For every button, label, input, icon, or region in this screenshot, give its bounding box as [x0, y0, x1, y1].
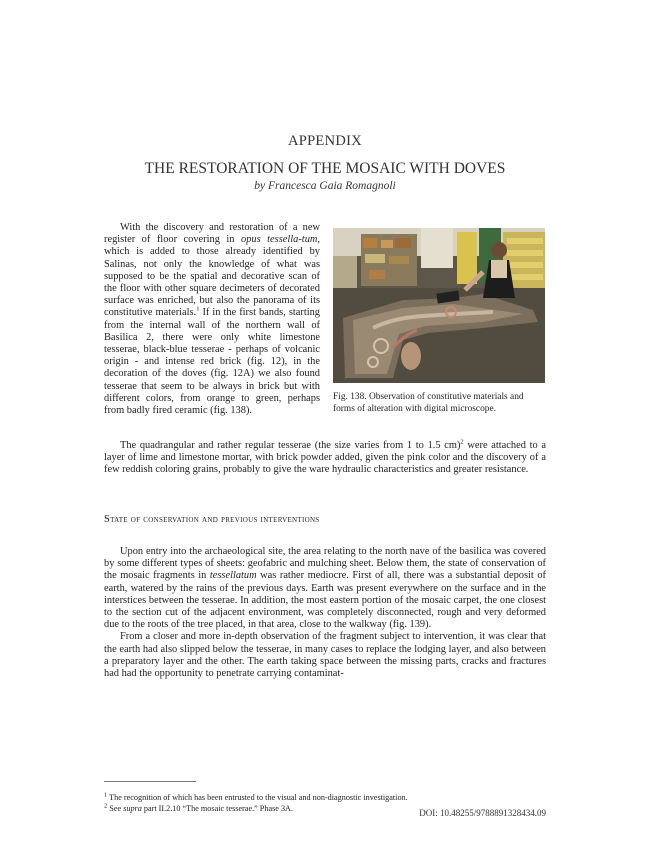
intro-paragraph-2: The quadrangular and rather regular tesserae (the size varies from 1 to 1.5 cm)$^2$ were attached to a layer of lime and limestone mortar, with brick powder added, given the pink color and the discovery of a few reddish coloring grains, probably to give the ware hydraulic characteristics and greater resistance. — [104, 438, 546, 476]
chapter-title: THE RESTORATION OF THE MOSAIC WITH DOVES — [144, 160, 506, 177]
figure-138-photo — [333, 228, 545, 383]
footnote-1: $^1$ The recognition of which has been entrusted to the visual and non-diagnostic investigation. — [104, 791, 408, 802]
section-heading: State of conservation and previous interventions — [104, 514, 320, 525]
appendix-label: APPENDIX — [287, 133, 363, 149]
section-paragraph-1: Upon entry into the archaeological site, the area relating to the north nave of the basilica was covered by some different types of sheets: geofabric and mulching sheet. Below them, the state of conservation of the mosaic fragments in tessellatum was rather mediocre. First of all, there was a substantial deposit of earth, watered by the rains of the previous days. Earth was present everywhere on the surface and in the interstices between the tesserae. In addition, the most eastern portion of the mosaic carpet, the one closest to the section cut of the adjacent environment, was completely disconnected, rough and very deformed due to the roots of the tree placed, in that area, close to the walkway (fig. 139). — [104, 546, 546, 631]
figure-138-caption: Fig. 138. Observation of constitutive materials and forms of alteration with digital microscope. — [333, 392, 524, 414]
intro-column — [104, 222, 320, 417]
section-paragraph-2: From a closer and more in-depth observation of the fragment subject to intervention, it was clear that the earth had also slipped below the tesserae, in many cases to replace the lodging layer, and also between a preparatory layer and the other. The earth taking space between the missing parts, cracks and fractures had had the opportunity to penetrate carrying contaminat- — [104, 631, 546, 680]
footnote-ref-2[interactable]: 2 — [460, 438, 464, 446]
intro-paragraph: With the discovery and restoration of a new register of floor covering in opus tessella-tum, which is added to those already identified by Salinas, not only the knowledge of what was supposed to be the spatial and decorative scan of the floor with other square decimeters of decorated surface was enriched, but also the panorama of its constitutive materials.$^1$ If in the first bands, starting from the internal wall of the northern wall of Basilica 2, there were only white limestone tesserae, black-blue tesserae - perhaps of volcanic origin - and intense red brick (fig. 12), in the decoration of the doves (fig. 12A) we also found tesserae that seem to be always in brick but with different colors, from orange to green, perhaps from badly fired ceramic (fig. 138). — [104, 222, 320, 417]
doi-link[interactable]: DOI: 10.48255/9788891328434.09 — [419, 808, 546, 818]
footnote-ref-1[interactable]: 1 — [196, 305, 200, 313]
footnote-2: $^2$ See supra part II.2.10 “The mosaic tesserae.” Phase 3A. — [104, 802, 294, 813]
footnote-divider — [104, 781, 196, 782]
author-byline: by Francesca Gaia Romagnoli — [254, 180, 396, 192]
term-tessellatum: tessellatum — [209, 570, 257, 582]
term-opus-tessellatum: opus tessella-tum — [241, 234, 318, 246]
section-body — [104, 546, 546, 680]
mosaic-restoration-photo — [333, 228, 545, 383]
